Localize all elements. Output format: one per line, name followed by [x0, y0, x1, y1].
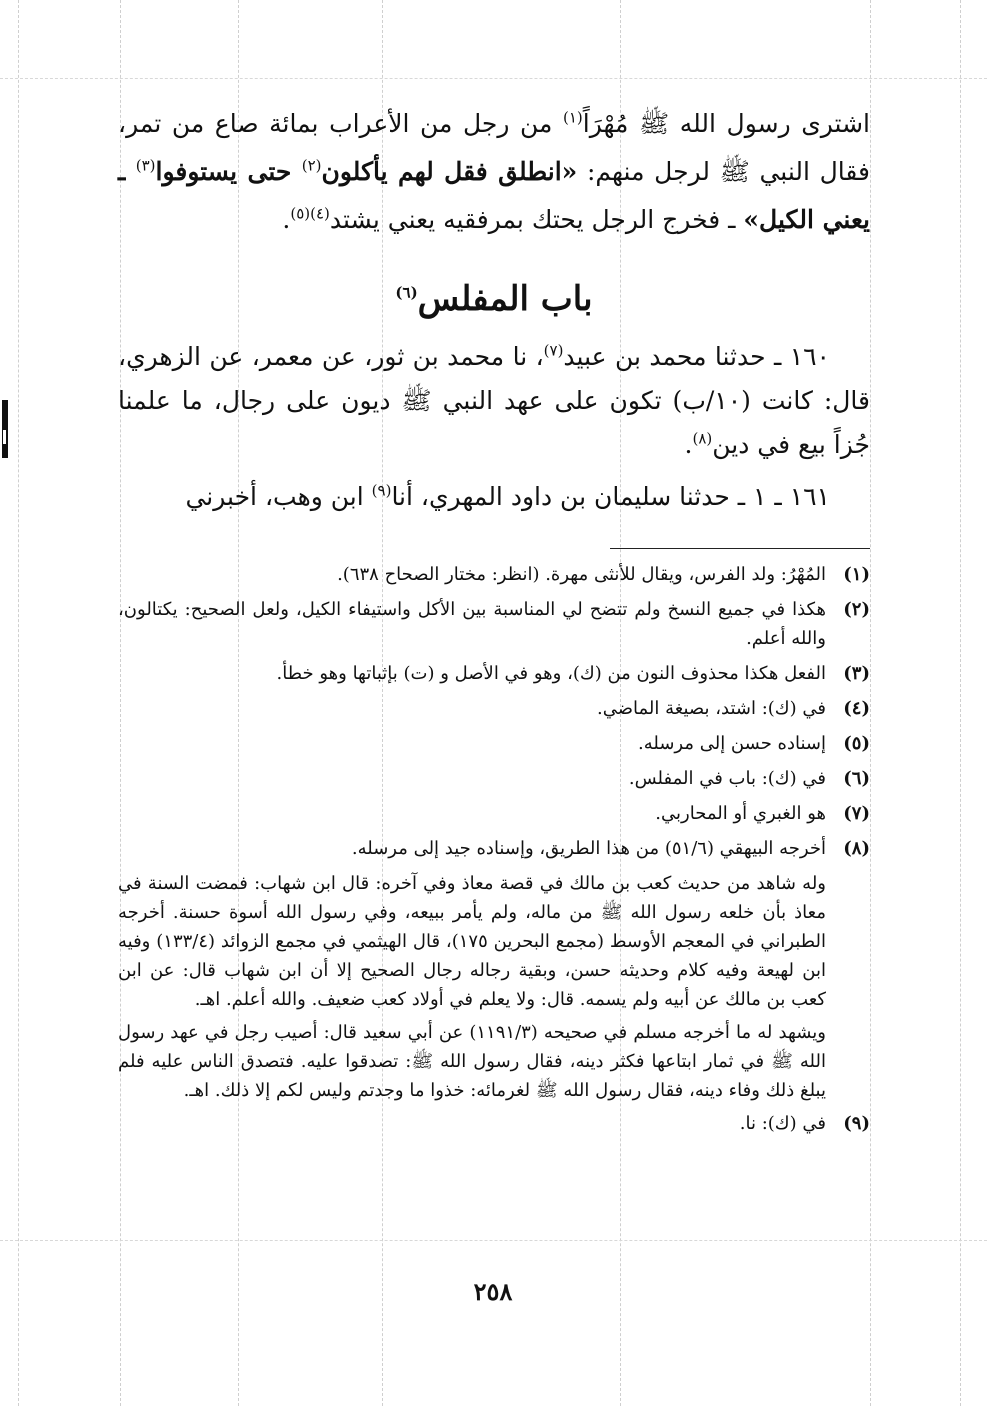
page-number: ٢٥٨	[473, 1277, 513, 1306]
footnote-number: (٥)	[843, 733, 870, 754]
footnote-text: هو الغبري أو المحاربي.	[655, 803, 826, 824]
text-run: .	[684, 430, 693, 459]
footnote-2	[118, 595, 870, 653]
footnote-number: (٦)	[843, 768, 870, 789]
footnote-text: أخرجه البيهقي (٥١/٦) من هذا الطريق، وإسناده جيد إلى مرسله.	[351, 838, 826, 859]
opening-paragraph-text	[118, 100, 870, 244]
scan-guide-line	[18, 0, 19, 1406]
footnote-7	[118, 799, 870, 828]
text-run: من رجل من الأعراب بمائة صاع من تمر، فقال النبي ﷺ لرجل منهم:	[118, 109, 870, 186]
footnote-8-continuation: وله شاهد من حديث كعب بن مالك في قصة معاذ وفي آخره: قال ابن شهاب: فمضت السنة في معاذ بأن خلعه رسول الله ﷺ من ماله، ولم يأمر ببيعه، وفي رسول الله أسوة حسنة. أخرجه الطبراني في المعجم الأوسط (مجمع البحرين ١٧٥)، قال الهيثمي في مجمع الزوائد (١٣٣/٤) وفيه ابن لهيعة وفيه كلام وحديثه حسن، وبقية رجاله رجال الصحيح إلا أن ابن شهاب قال: عن ابن كعب بن مالك عن أبيه ولم يسمه. قال: ولا يعلم في أولاد كعب ضعيف. والله أعلم. اهـ.	[118, 873, 826, 1010]
text-run: ، نا محمد بن ثور، عن معمر، عن الزهري، قال: كانت (١٠/ب) تكون على عهد النبي ﷺ ديون على رجال، ما علمنا جُزاً بيع في دين	[118, 342, 871, 459]
hadith-160	[118, 335, 870, 467]
footnote-4	[118, 694, 870, 723]
footnote-text: هكذا في جميع النسخ ولم تتضح لي المناسبة بين الأكل واستيفاء الكيل، ولعل الصحيح: يكتالون، والله أعلم.	[118, 599, 826, 649]
text-run: ابن وهب، أخبرني	[185, 482, 372, 511]
footnote-number: (٢)	[843, 599, 870, 620]
footnote-ref[interactable]: (٧)	[543, 341, 564, 360]
scan-edge-mark	[3, 430, 6, 444]
footnote-3	[118, 659, 870, 688]
footnote-6	[118, 764, 870, 793]
chapter-title: باب المفلس	[417, 279, 593, 319]
footnote-ref[interactable]: (١)	[563, 108, 583, 127]
footnote-ref[interactable]: (٢)	[301, 156, 322, 175]
footnote-9	[118, 1109, 870, 1138]
scan-guide-line	[0, 1240, 987, 1241]
scan-edge-mark	[2, 400, 8, 458]
footnote-number: (٧)	[843, 803, 870, 824]
text-run: .	[282, 205, 291, 234]
footnote-text: إسناده حسن إلى مرسله.	[638, 733, 826, 754]
scan-guide-line	[0, 78, 987, 79]
opening-paragraph	[118, 100, 870, 244]
footnote-8-continuation: ويشهد له ما أخرجه مسلم في صحيحه (١١٩١/٣) عن أبي سعيد قال: أصيب رجل في عهد رسول الله ﷺ في ثمار ابتاعها فكثر دينه، فقال رسول الله ﷺ: تصدقوا عليه. فتصدق الناس عليه فلم يبلغ ذلك وفاء دينه، فقال رسول الله ﷺ لغرمائه: خذوا ما وجدتم وليس لكم إلا ذلك. اهـ.	[118, 1022, 827, 1101]
footnote-ref[interactable]: (٨)	[692, 429, 713, 448]
footnote-separator	[610, 548, 870, 549]
footnote-number: (٣)	[843, 663, 870, 684]
text-run: ـ فخرج الرجل يحتك بمرفقيه يعني يشتد	[329, 205, 744, 234]
footnote-text: في (ك): اشتد، بصيغة الماضي.	[597, 698, 826, 719]
footnotes	[118, 560, 870, 1144]
footnote-number: (٨)	[843, 838, 870, 859]
footnote-ref[interactable]: (٤)(٥)	[290, 204, 330, 223]
footnote-number: (١)	[843, 564, 870, 585]
chapter-heading	[118, 272, 870, 326]
hadith-section	[118, 335, 870, 527]
footnote-text: الفعل هكذا محذوف النون من (ك)، وهو في الأصل و (ت) بإثباتها وهو خطأ.	[276, 663, 826, 684]
footnote-text: في (ك): باب في المفلس.	[628, 768, 826, 789]
scan-guide-line	[960, 0, 961, 1406]
quoted-hadith-text: حتى يستوفوا	[155, 157, 302, 186]
text-run: اشترى رسول الله ﷺ مُهْرَاً	[582, 109, 870, 138]
footnote-number: (٤)	[843, 698, 870, 719]
scan-guide-line	[870, 0, 871, 1406]
footnote-text: في (ك): نا.	[739, 1113, 826, 1134]
hadith-161	[118, 475, 870, 519]
text-run: ١٦٠ ـ حدثنا محمد بن عبيد	[563, 342, 830, 371]
footnote-number: (٩)	[843, 1113, 870, 1134]
quoted-hadith-text: ـ يعني الكيل»	[118, 157, 870, 234]
footnote-ref[interactable]: (٦)	[395, 283, 418, 302]
footnote-5	[118, 729, 870, 758]
footnote-8	[118, 834, 870, 863]
text-run: ١٦١ ـ ١ ـ حدثنا سليمان بن داود المهري، أنا	[391, 482, 830, 511]
quoted-hadith-text: «انطلق فقل لهم يأكلون	[321, 157, 578, 186]
footnote-text: المُهْرُ: ولد الفرس، ويقال للأنثى مهرة. (انظر: مختار الصحاح ٦٣٨).	[337, 564, 826, 585]
footnote-1	[118, 560, 870, 589]
footnote-ref[interactable]: (٣)	[135, 156, 156, 175]
footnote-ref[interactable]: (٩)	[371, 481, 392, 500]
